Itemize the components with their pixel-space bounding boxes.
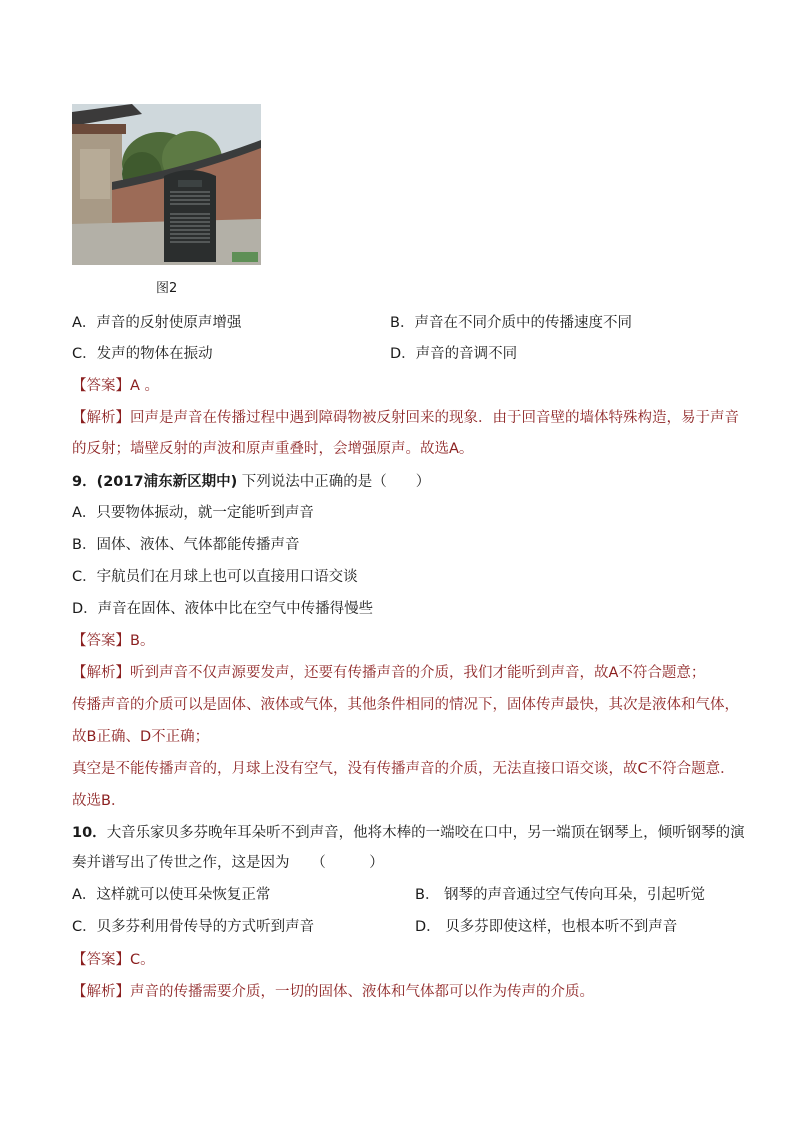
q8-options-row-2 [72, 344, 518, 364]
q10-number: 10． [72, 825, 107, 841]
q10-option-c[interactable]: C．贝多芬利用骨传导的方式听到声音 [72, 919, 315, 935]
q9-analysis-text-1: 听到声音不仅声源要发声，还要有传播声音的介质，我们才能听到声音，故A不符合题意； [130, 665, 706, 681]
q10-option-a[interactable]: A．这样就可以使耳朵恢复正常 [72, 887, 271, 903]
q9-option-b[interactable]: B．固体、液体、气体都能传播声音 [72, 537, 300, 553]
q9-analysis-line-2: 传播声音的介质可以是固体、液体或气体，其他条件相同的情况下，固体传声最快，其次是液体和气体， [72, 697, 739, 713]
q8-analysis-tag: 【解析】 [72, 410, 130, 426]
q10-answer: 【答案】C。 [72, 952, 155, 968]
q9-analysis-line-4: 真空是不能传播声音的，月球上没有空气，没有传播声音的介质，无法直接口语交谈，故C不符合题意． [72, 761, 735, 777]
q10-stem-line-1 [72, 823, 745, 843]
q9-analysis-tag: 【解析】 [72, 665, 130, 681]
q9-number: 9．(2017浦东新区期中) [72, 474, 238, 490]
q10-analysis-line-1 [72, 982, 594, 1002]
q9-stem-text: 下列说法中正确的是（ ） [237, 474, 431, 490]
q8-option-c[interactable]: C．发声的物体在振动 [72, 346, 213, 362]
q9-analysis-line-1 [72, 663, 705, 683]
q10-stem-text-1: 大音乐家贝多芬晚年耳朵听不到声音，他将木棒的一端咬在口中，另一端顶在钢琴上，倾听钢琴的演 [106, 825, 745, 841]
q10-options-row-1 [72, 885, 706, 905]
q10-analysis-tag: 【解析】 [72, 984, 130, 1000]
q8-analysis-line-1 [72, 408, 739, 428]
q8-option-b[interactable]: B．声音在不同介质中的传播速度不同 [390, 315, 632, 331]
q10-options-row-2 [72, 917, 678, 937]
q8-answer: 【答案】A 。 [72, 378, 160, 394]
q10-analysis-text-1: 声音的传播需要介质，一切的固体、液体和气体都可以作为传声的介质。 [130, 984, 594, 1000]
q9-analysis-line-3: 故B正确、D不正确； [72, 729, 210, 745]
q8-options-row-1 [72, 313, 632, 333]
q10-option-b[interactable]: B． 钢琴的声音通过空气传向耳朵，引起听觉 [415, 887, 706, 903]
q8-analysis-text-1: 回声是声音在传播过程中遇到障碍物被反射回来的现象．由于回音壁的墙体特殊构造，易于声音 [130, 410, 739, 426]
q8-option-d[interactable]: D．声音的音调不同 [390, 346, 518, 362]
q10-option-d[interactable]: D． 贝多芬即使这样，也根本听不到声音 [415, 919, 678, 935]
q9-analysis-line-5: 故选B． [72, 793, 126, 809]
q9-answer: 【答案】B。 [72, 633, 155, 649]
figure-caption: 图2 [156, 281, 178, 296]
echo-wall-photo [72, 104, 261, 265]
q9-option-d[interactable]: D．声音在固体、液体中比在空气中传播得慢些 [72, 601, 374, 617]
q9-stem [72, 472, 430, 492]
echo-wall-illustration [72, 104, 261, 265]
q8-analysis-line-2: 的反射；墙壁反射的声波和原声重叠时，会增强原声。故选A。 [72, 441, 474, 457]
q9-option-c[interactable]: C．宇航员们在月球上也可以直接用口语交谈 [72, 569, 358, 585]
q9-option-a[interactable]: A．只要物体振动，就一定能听到声音 [72, 505, 314, 521]
q8-option-a[interactable]: A．声音的反射使原声增强 [72, 315, 242, 331]
q10-stem-line-2: 奏并谱写出了传世之作，这是因为 （ ） [72, 855, 384, 871]
